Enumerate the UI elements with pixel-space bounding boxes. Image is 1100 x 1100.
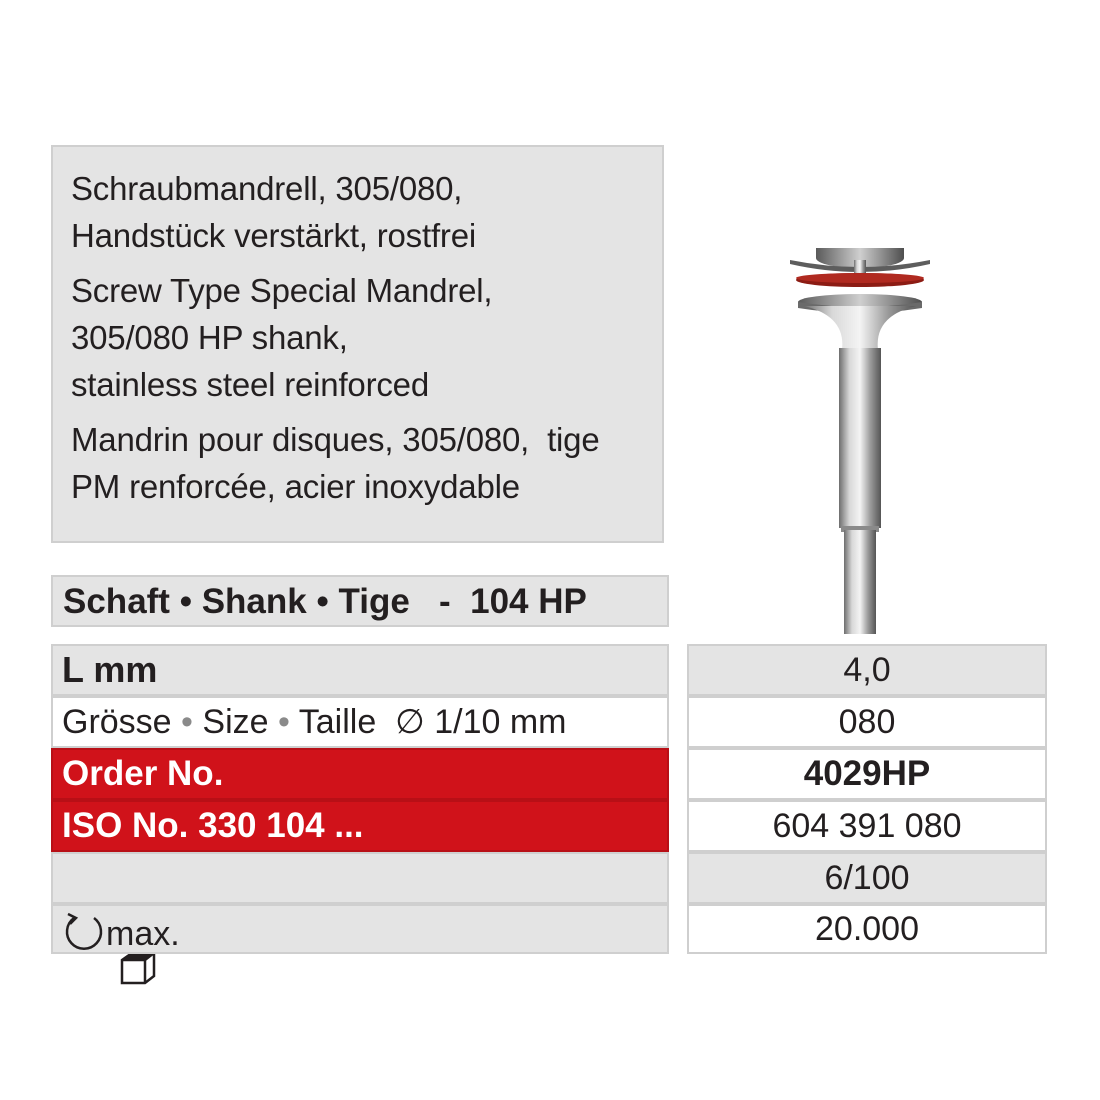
order-label-cell <box>51 748 669 800</box>
order-value: 4029HP <box>803 754 931 793</box>
speed-value: 20.000 <box>815 910 919 948</box>
speed-label: max. <box>106 915 180 953</box>
package-label-cell <box>51 852 669 904</box>
description-line: Handstück verstärkt, rostfrei <box>71 217 476 254</box>
size-label-de: Grösse <box>62 703 172 741</box>
rotation-icon <box>62 910 106 971</box>
size-value-cell <box>687 696 1047 748</box>
length-value-cell <box>687 644 1047 696</box>
order-value-cell <box>687 748 1047 800</box>
shank-label-de: Schaft <box>63 582 170 621</box>
separator-dot: • <box>179 582 192 621</box>
description-line: Screw Type Special Mandrel, <box>71 272 493 309</box>
iso-label: ISO No. 330 104 ... <box>62 806 364 845</box>
separator-dot: • <box>316 582 329 621</box>
description-german <box>71 165 662 259</box>
shank-label-en: Shank <box>201 582 307 621</box>
diameter-icon: ∅ <box>395 703 425 741</box>
size-value: 080 <box>838 703 896 741</box>
iso-value: 604 391 080 <box>772 807 962 845</box>
iso-value-cell <box>687 800 1047 852</box>
length-label-cell <box>51 644 669 696</box>
shank-header <box>51 575 669 627</box>
size-label-cell <box>51 696 669 748</box>
shank-label-fr: Tige <box>338 582 410 621</box>
description-line: stainless steel reinforced <box>71 366 429 403</box>
package-value-cell <box>687 852 1047 904</box>
separator-dot: • <box>181 703 193 741</box>
description-line: PM renforcée, acier inoxydable <box>71 468 520 505</box>
description-line: Mandrin pour disques, 305/080, tige <box>71 421 600 458</box>
length-label: L mm <box>62 649 158 690</box>
separator-dot: • <box>278 703 290 741</box>
order-label: Order No. <box>62 754 224 793</box>
shank-value: 104 HP <box>470 582 587 621</box>
size-unit: 1/10 mm <box>434 703 567 741</box>
description-french <box>71 416 662 510</box>
description-box <box>51 145 664 543</box>
description-line: 305/080 HP shank, <box>71 319 348 356</box>
length-value: 4,0 <box>843 651 891 689</box>
size-label-en: Size <box>202 703 269 741</box>
size-label-fr: Taille <box>298 703 377 741</box>
speed-label-cell <box>51 904 669 954</box>
shank-dash: - <box>439 582 451 621</box>
description-line: Schraubmandrell, 305/080, <box>71 170 463 207</box>
description-english <box>71 267 662 408</box>
mandrel-product-image <box>780 240 960 640</box>
package-value: 6/100 <box>824 859 910 897</box>
iso-label-cell <box>51 800 669 852</box>
speed-value-cell <box>687 904 1047 954</box>
